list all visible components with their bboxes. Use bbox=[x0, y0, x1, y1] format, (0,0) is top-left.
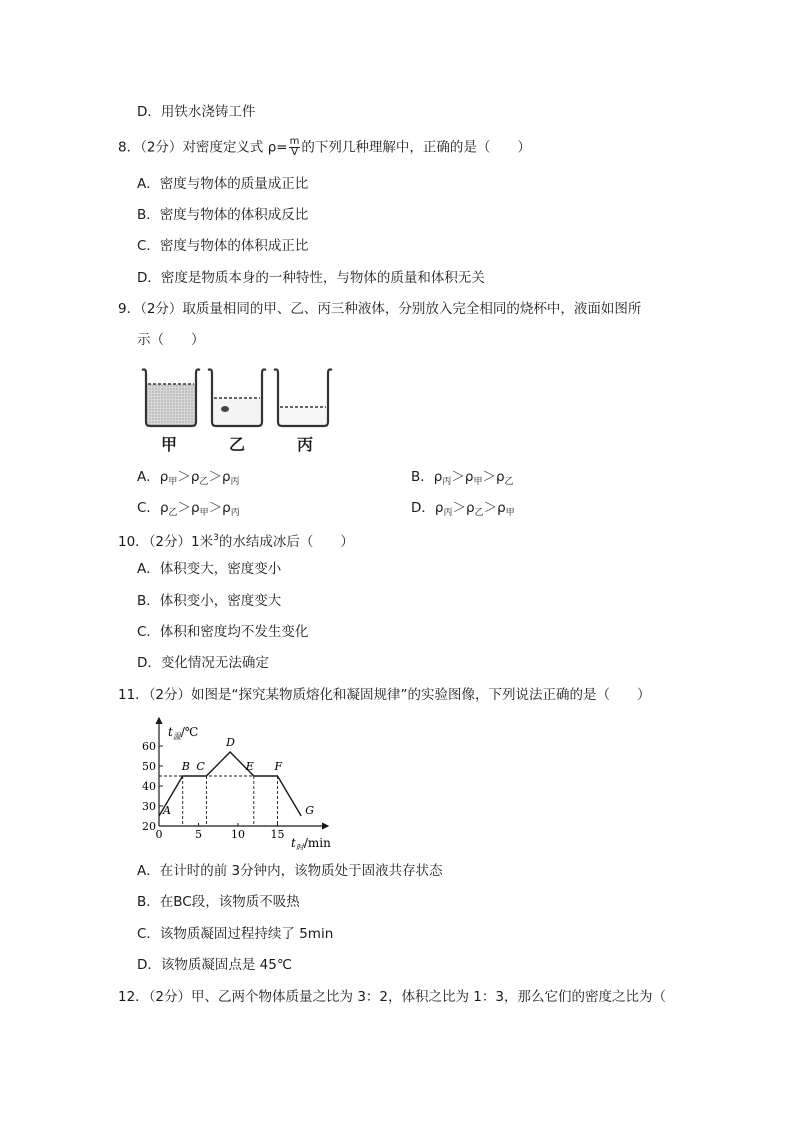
rho-symbol: ρ bbox=[466, 500, 475, 516]
option-letter: A． bbox=[137, 469, 160, 485]
beaker-yi bbox=[208, 369, 266, 426]
rho-symbol: ρ bbox=[434, 500, 444, 516]
gt-symbol: ＞ bbox=[452, 500, 466, 516]
q10-stem bbox=[118, 528, 354, 552]
liquid-jia bbox=[146, 384, 196, 426]
rho-symbol: ρ bbox=[159, 469, 169, 485]
point-label-a: A bbox=[163, 804, 171, 817]
q9-number: 9． bbox=[118, 301, 141, 317]
q10-superscript: 3 bbox=[213, 533, 219, 543]
rho-symbol: ρ bbox=[159, 500, 169, 516]
option-letter: B． bbox=[411, 469, 434, 485]
q11-option-a: A．在计时的前 3分钟内，该物质处于固液共存状态 bbox=[137, 863, 443, 879]
q10-stem-post: 的水结成冰后（ ） bbox=[218, 534, 354, 550]
point-label-c: C bbox=[196, 760, 205, 773]
q9-score: （2分） bbox=[140, 301, 183, 317]
q8-stem-pre: 对密度定义式 ρ= bbox=[182, 139, 288, 156]
q10-option-b: B．体积变小，密度变大 bbox=[137, 593, 282, 609]
y-tick-label: 30 bbox=[142, 800, 156, 813]
x-tick-label: 5 bbox=[195, 828, 202, 841]
temperature-time-chart bbox=[138, 712, 338, 850]
rho-symbol: ρ bbox=[497, 500, 506, 516]
y-tick-label: 20 bbox=[142, 820, 156, 833]
beaker-label-bing: 丙 bbox=[297, 435, 314, 454]
rho-symbol: ρ bbox=[190, 469, 200, 485]
point-label-e: E bbox=[245, 760, 254, 773]
gt-symbol: ＞ bbox=[208, 500, 223, 516]
beaker-label-jia: 甲 bbox=[161, 435, 178, 454]
rho-symbol: ρ bbox=[464, 469, 474, 485]
q12-score: （2分） bbox=[148, 989, 192, 1005]
q9-option-c bbox=[137, 498, 240, 523]
liquid-mark-yi bbox=[221, 406, 229, 412]
gt-symbol: ＞ bbox=[482, 469, 496, 485]
q9-stem-text: 取质量相同的甲、乙、丙三种液体，分别放入完全相同的烧杯中，液面如图所 bbox=[182, 301, 642, 317]
q8-score: （2分） bbox=[140, 139, 183, 156]
fraction-denominator: V bbox=[291, 147, 298, 158]
x-axis-label: $t_时/\min$ bbox=[291, 836, 331, 850]
y-tick-label: 60 bbox=[142, 740, 156, 753]
q8-option-c: C．密度与物体的体积成正比 bbox=[137, 238, 309, 254]
q11-number: 11． bbox=[118, 687, 149, 703]
gt-symbol: ＞ bbox=[177, 500, 192, 516]
q11-score: （2分） bbox=[148, 687, 192, 703]
q11-option-c: C．该物质凝固过程持续了 5min bbox=[137, 926, 334, 942]
q7-option-d: D．用铁水浇铸工件 bbox=[137, 104, 256, 120]
q10-option-d: D．变化情况无法确定 bbox=[137, 655, 269, 671]
q12-number: 12． bbox=[118, 989, 149, 1005]
q11-option-d: D．该物质凝固点是 45℃ bbox=[137, 957, 293, 973]
q8-option-d: D．密度是物质本身的一种特性，与物体的质量和体积无关 bbox=[137, 270, 485, 286]
q9-stem-line2: 示（ ） bbox=[137, 332, 205, 348]
rho-subscript: 甲 bbox=[168, 477, 178, 487]
q8-number: 8． bbox=[118, 139, 141, 156]
y-tick-label: 50 bbox=[142, 760, 156, 773]
rho-symbol: ρ bbox=[191, 500, 200, 516]
q12-stem-text: 甲、乙两个物体质量之比为 3：2，体积之比为 1：3，那么它们的密度之比为（ bbox=[191, 989, 666, 1005]
density-fraction bbox=[289, 137, 301, 158]
beakers-figure bbox=[140, 364, 340, 430]
liquid-bing bbox=[278, 407, 328, 426]
rho-subscript: 甲 bbox=[199, 508, 209, 518]
x-tick-label: 0 bbox=[155, 828, 163, 841]
gt-symbol: ＞ bbox=[451, 469, 465, 485]
gt-symbol: ＞ bbox=[483, 500, 498, 516]
rho-subscript: 乙 bbox=[199, 477, 209, 487]
q10-option-a: A．体积变大，密度变小 bbox=[137, 561, 282, 577]
q9-option-a bbox=[137, 467, 240, 492]
rho-subscript: 甲 bbox=[505, 508, 515, 518]
option-letter: D． bbox=[411, 500, 435, 516]
q10-number: 10． bbox=[118, 534, 149, 550]
y-axis-label: $t_温/℃$ bbox=[168, 725, 199, 741]
q11-stem-text: 如图是“探究某物质熔化和凝固规律”的实验图像，下列说法正确的是（ ） bbox=[191, 687, 651, 703]
y-tick-label: 40 bbox=[142, 780, 156, 793]
q8-stem bbox=[118, 137, 531, 158]
q8-option-a: A．密度与物体的质量成正比 bbox=[137, 176, 309, 192]
x-tick-label: 15 bbox=[270, 828, 285, 841]
rho-subscript: 乙 bbox=[168, 508, 178, 518]
q11-option-b: B．在BC段，该物质不吸热 bbox=[137, 894, 300, 910]
q10-option-c: C．体积和密度均不发生变化 bbox=[137, 624, 309, 640]
q11-stem bbox=[118, 685, 651, 705]
liquid-yi bbox=[212, 398, 262, 426]
q12-stem bbox=[118, 987, 666, 1007]
q10-score: （2分） bbox=[148, 534, 192, 550]
rho-subscript: 甲 bbox=[473, 477, 483, 487]
rho-subscript: 丙 bbox=[442, 477, 452, 487]
q10-stem-pre: 1米 bbox=[191, 534, 214, 550]
q9-stem-line1 bbox=[118, 299, 641, 319]
beaker-jia bbox=[142, 369, 200, 426]
gt-symbol: ＞ bbox=[177, 469, 191, 485]
q8-stem-post: 的下列几种理解中，正确的是（ ） bbox=[301, 139, 531, 156]
rho-subscript: 丙 bbox=[443, 508, 453, 518]
point-label-g: G bbox=[305, 804, 314, 817]
point-label-d: D bbox=[226, 736, 235, 749]
point-label-f: F bbox=[274, 760, 283, 773]
fraction-numerator: m bbox=[289, 136, 300, 147]
option-letter: C． bbox=[137, 500, 160, 516]
x-tick-label: 10 bbox=[231, 828, 245, 841]
rho-symbol: ρ bbox=[222, 500, 231, 516]
rho-subscript: 丙 bbox=[230, 508, 240, 518]
beaker-bing bbox=[274, 369, 332, 426]
point-label-b: B bbox=[181, 760, 190, 773]
rho-subscript: 乙 bbox=[474, 508, 484, 518]
beaker-label-yi: 乙 bbox=[229, 435, 246, 454]
gt-symbol: ＞ bbox=[208, 469, 222, 485]
rho-subscript: 乙 bbox=[504, 477, 514, 487]
rho-symbol: ρ bbox=[433, 469, 443, 485]
rho-subscript: 丙 bbox=[230, 477, 240, 487]
q9-option-b bbox=[411, 467, 514, 492]
q8-option-b: B．密度与物体的体积成反比 bbox=[137, 207, 309, 223]
rho-symbol: ρ bbox=[221, 469, 231, 485]
q9-option-d bbox=[411, 498, 515, 523]
rho-symbol: ρ bbox=[495, 469, 505, 485]
